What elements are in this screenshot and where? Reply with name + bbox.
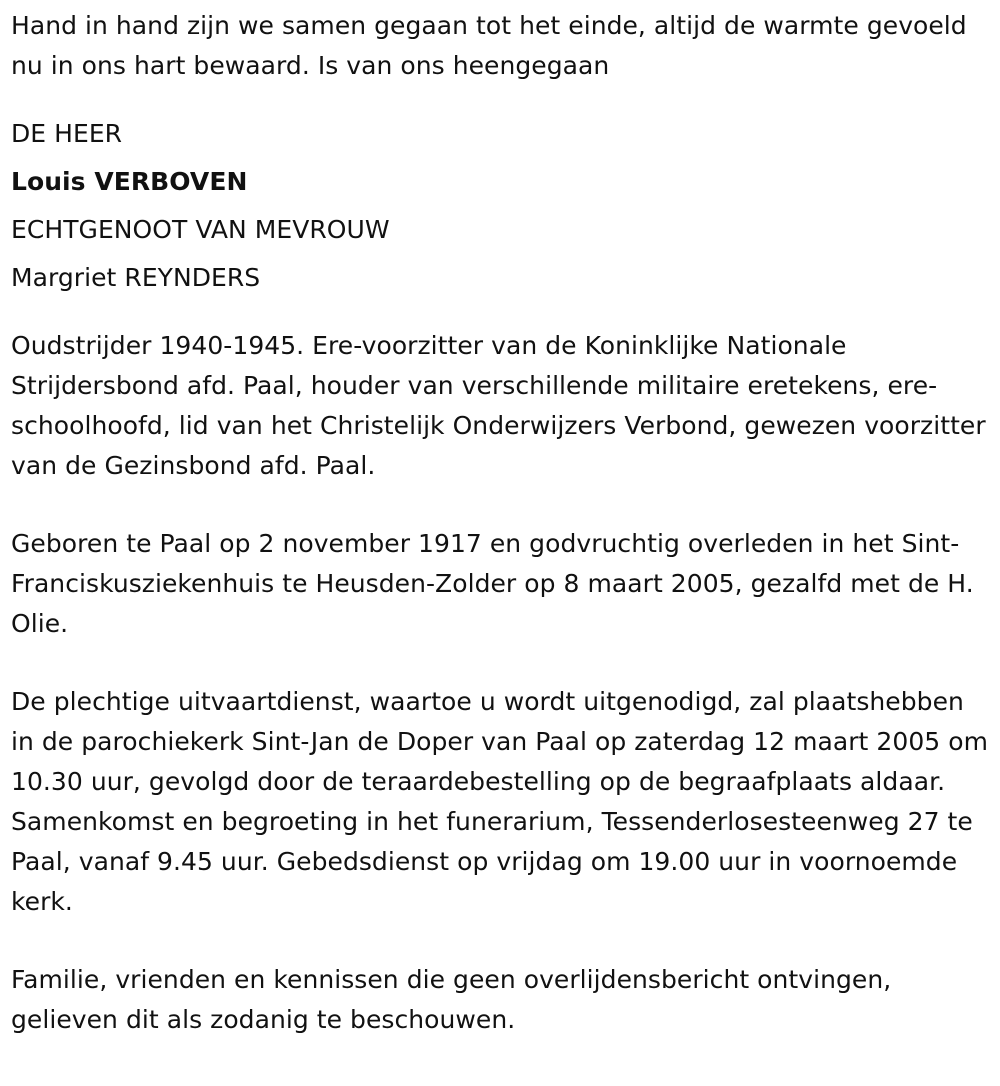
spacer (11, 86, 991, 110)
funeral-paragraph: De plechtige uitvaartdienst, waartoe u wordt uitgenodigd, zal plaatshebben in de parochiekerk Sint-Jan de Doper van Paal op zaterdag 12 maart 2005 om 10.30 uur, gevolgd door de teraardebestelling op de begraafplaats aldaar. Samenkomst en begroeting in het funerarium, Tessenderlosesteenweg 27 te Paal, vanaf 9.45 uur. Gebedsdienst op vrijdag om 19.00 uur in voornoemde kerk. (11, 687, 988, 916)
intro-paragraph: Hand in hand zijn we samen gegaan tot het einde, altijd de warmte gevoeld nu in ons hart bewaard. Is van ons heengegaan (11, 11, 967, 80)
relation-line: ECHTGENOOT VAN MEVROUW (11, 215, 390, 244)
spacer (11, 922, 991, 960)
closing-paragraph: Familie, vrienden en kennissen die geen overlijdensbericht ontvingen, gelieven dit als zodanig te beschouwen. (11, 965, 892, 1034)
spacer (11, 644, 991, 682)
birth-death-paragraph: Geboren te Paal op 2 november 1917 en godvruchtig overleden in het Sint-Franciskusziekenhuis te Heusden-Zolder op 8 maart 2005, gezalfd met de H. Olie. (11, 529, 974, 638)
spacer (11, 302, 991, 326)
obituary-document (11, 6, 991, 1040)
biography-paragraph: Oudstrijder 1940-1945. Ere-voorzitter van de Koninklijke Nationale Strijdersbond afd. Paal, houder van verschillende militaire eretekens, ere-schoolhoofd, lid van het Christelijk Onderwijzers Verbond, gewezen voorzitter van de Gezinsbond afd. Paal. (11, 331, 986, 480)
title-prefix: DE HEER (11, 119, 123, 148)
spacer (11, 486, 991, 524)
spouse-name: Margriet REYNDERS (11, 263, 261, 292)
deceased-name: Louis VERBOVEN (11, 167, 248, 196)
